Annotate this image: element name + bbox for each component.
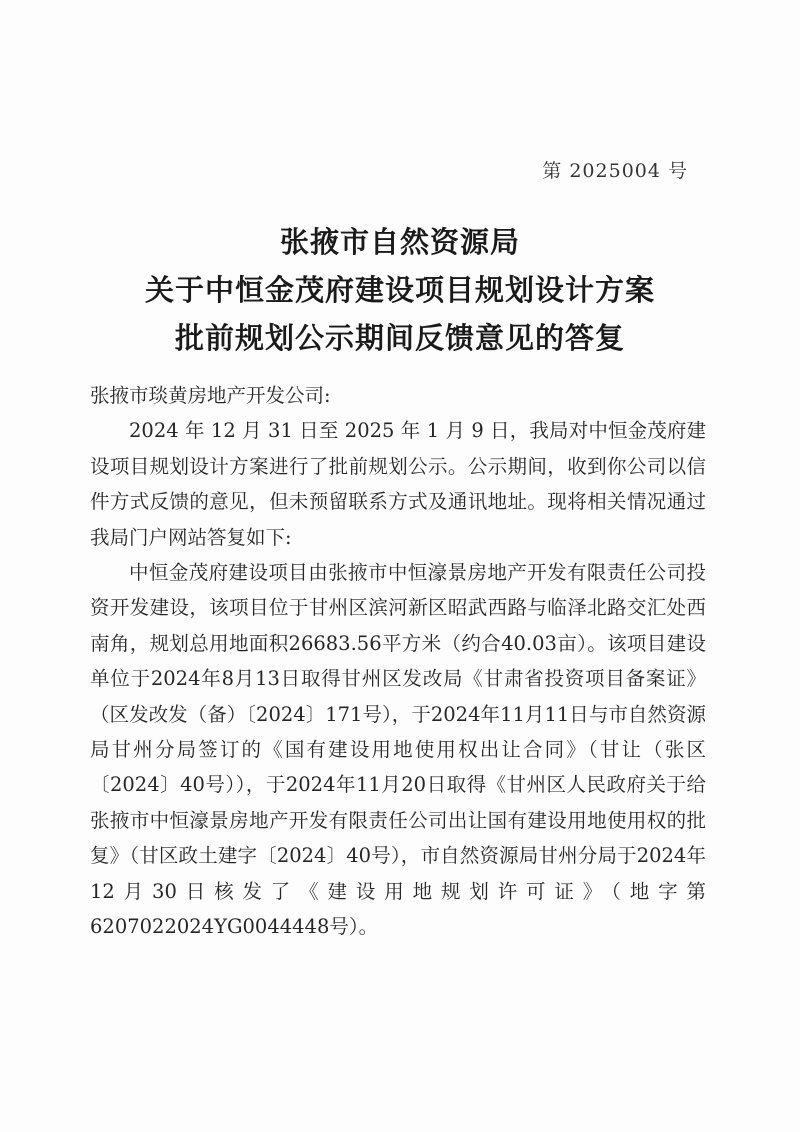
salutation: 张掖市琰黄房地产开发公司:: [90, 384, 331, 407]
paragraph-project-details: 中恒金茂府建设项目由张掖市中恒濠景房地产开发有限责任公司投资开发建设，该项目位于甘州区滨河新区昭武西路与临泽北路交汇处西南角，规划总用地面积26683.56平方米（约合40.03亩）。该项目建设单位于2024年8月13日取得甘州区发改局《甘肃省投资项目备案证》（区发改发（备）〔2024〕171号），于2024年11月11日与市自然资源局甘州分局签订的《国有建设用地使用权出让合同》（甘让（张区〔2024〕40号）），于2024年11月20日取得《甘州区人民政府关于给张掖市中恒濠景房地产开发有限责任公司出让国有建设用地使用权的批复》（甘区政土建字〔2024〕40号），市自然资源局甘州分局于2024年12月30日核发了《建设用地规划许可证》（地字第6207022024YG0044448号）。: [90, 561, 706, 939]
document-number: 第 2025004 号: [542, 160, 688, 182]
title-line-3: 批前规划公示期间反馈意见的答复: [174, 321, 625, 355]
title-line-1: 张掖市自然资源局: [279, 225, 520, 259]
document-body: [90, 378, 706, 945]
document-title: [0, 218, 800, 362]
title-line-2: 关于中恒金茂府建设项目规划设计方案: [144, 273, 655, 307]
paragraph-publicity-notice: 2024 年 12 月 31 日至 2025 年 1 月 9 日，我局对中恒金茂府建设项目规划设计方案进行了批前规划公示。公示期间，收到你公司以信件方式反馈的意见，但未预留联系方式及通讯地址。现将相关情况通过我局门户网站答复如下:: [90, 419, 706, 549]
